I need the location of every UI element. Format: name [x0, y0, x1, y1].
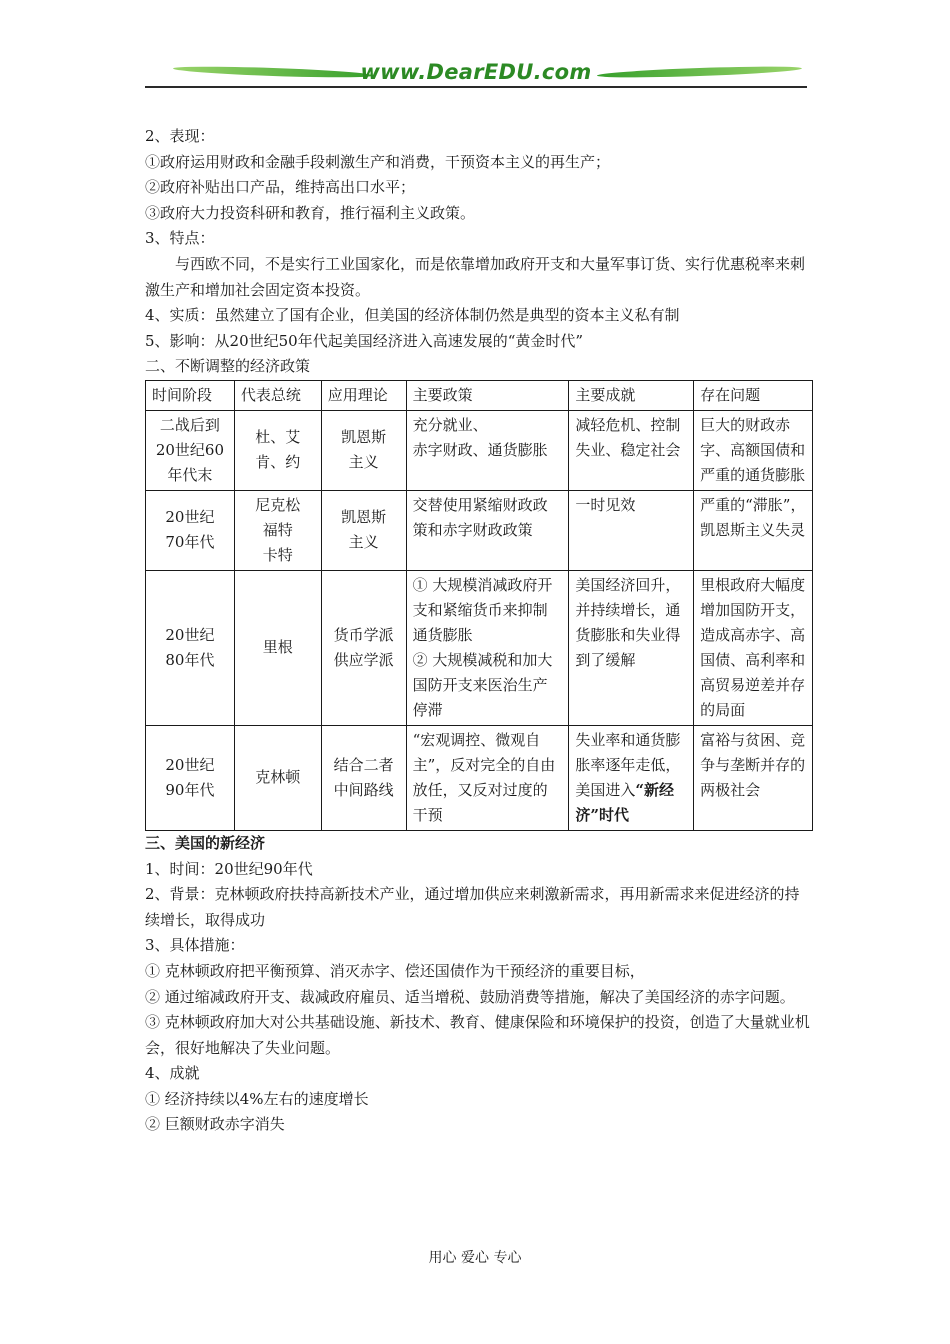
cell-line: 主义 [348, 453, 379, 472]
text-line: ②政府补贴出口产品，维持高出口水平； [145, 178, 416, 197]
cell-line: 年代末 [167, 465, 213, 484]
text-line: 3、特点： [145, 229, 215, 248]
cell-line: 卡特 [262, 545, 293, 564]
cell-line: 90年代 [165, 780, 215, 799]
policy-cell: “宏观调控、微观自主”，反对完全的自由放任，又反对过度的干预 [406, 725, 569, 830]
policy-cell: 交替使用紧缩财政政策和赤字财政政策 [406, 490, 569, 570]
cell-line: 凯恩斯 [341, 428, 387, 447]
cell-line: 凯恩斯 [341, 508, 387, 527]
president-cell [234, 410, 321, 490]
cell-line: ② 大规模减税和加大国防开支来医治生产停滞 [412, 650, 553, 719]
policy-cell [406, 570, 569, 725]
problem-cell: 巨大的财政赤字、高额国债和严重的通货膨胀 [694, 410, 813, 490]
cell-line: 20世纪60 [155, 440, 225, 459]
text-line: 2、背景：克林顿政府扶持高新技术产业，通过增加供应来刺激新需求，再用新需求来促进经济的持续增长，取得成功 [145, 885, 800, 929]
president-cell [234, 490, 321, 570]
header-divider [145, 86, 807, 88]
cell-line: 赤字财政、通货膨胀 [412, 440, 548, 459]
period-cell [146, 570, 235, 725]
column-header: 主要政策 [406, 380, 569, 410]
text-line: ② 通过缩减政府开支、裁减政府雇员、适当增税、鼓励消费等措施，解决了美国经济的赤字问题。 [145, 987, 795, 1006]
cell-line: 80年代 [165, 650, 215, 669]
cell-line: 供应学派 [333, 650, 394, 669]
table-row [146, 490, 813, 570]
cell-line: 主义 [348, 533, 379, 552]
achievement-cell: 美国经济回升，并持续增长，通货膨胀和失业得到了缓解 [569, 570, 694, 725]
cell-line: 二战后到 [159, 415, 220, 434]
cell-line: 尼克松 [255, 495, 301, 514]
column-header: 时间阶段 [146, 380, 235, 410]
cell-line: 20世纪 [165, 508, 215, 527]
table-row [146, 410, 813, 490]
page-footer: 用心 爱心 专心 [428, 1250, 522, 1266]
period-cell [146, 490, 235, 570]
achievement-cell [569, 725, 694, 830]
new-economy-label: “新经济”时代 [575, 780, 674, 824]
cell-line: 20世纪 [165, 755, 215, 774]
table-row [146, 570, 813, 725]
text-line: 2、表现： [145, 127, 215, 145]
feature-paragraph: 与西欧不同，不是实行工业国家化，而是依靠增加政府开支和大量军事订货、实行优惠税率来刺激生产和增加社会固定资本投资。 [145, 254, 806, 299]
theory-cell [321, 410, 406, 490]
period-cell [146, 410, 235, 490]
achievement-text: 失业率和通货膨胀率逐年走低，美国进入 [575, 730, 681, 799]
theory-cell [321, 725, 406, 830]
problem-cell: 里根政府大幅度增加国防开支，造成高赤字、高国债、高利率和高贸易逆差并存的局面 [694, 570, 813, 725]
text-line: ①政府运用财政和金融手段刺激生产和消费，干预资本主义的再生产； [145, 152, 611, 171]
text-line: ③政府大力投资科研和教育，推行福利主义政策。 [145, 203, 476, 222]
theory-cell [321, 490, 406, 570]
column-header: 代表总统 [234, 380, 321, 410]
column-header: 存在问题 [694, 380, 813, 410]
table-header-row [146, 380, 813, 410]
text-line: ① 经济持续以4%左右的速度增长 [145, 1089, 369, 1108]
text-line: ③ 克林顿政府加大对公共基础设施、新技术、教育、健康保险和环境保护的投资，创造了大量就业机会，很好地解决了失业问题。 [145, 1013, 810, 1057]
table-row [146, 725, 813, 830]
text-line: 4、实质：虽然建立了国有企业，但美国的经济体制仍然是典型的资本主义私有制 [145, 306, 680, 325]
page-header [145, 58, 807, 92]
text-line: 4、成就 [145, 1064, 200, 1083]
achievement-cell: 减轻危机、控制失业、稳定社会 [569, 410, 694, 490]
policy-cell [406, 410, 569, 490]
text-line: ② 巨额财政赤字消失 [145, 1115, 285, 1134]
cell-line: 克林顿 [255, 768, 301, 787]
president-cell [234, 570, 321, 725]
text-line: ① 克林顿政府把平衡预算、消灭赤字、偿还国债作为干预经济的重要目标， [145, 961, 645, 980]
cell-line: 中间路线 [333, 780, 394, 799]
period-cell [146, 725, 235, 830]
section-heading: 三、美国的新经济 [145, 833, 266, 852]
cell-line: ① 大规模消减政府开支和紧缩货币来抑制通货膨胀 [412, 575, 553, 644]
cell-line: 70年代 [165, 533, 215, 552]
text-line: 3、具体措施： [145, 936, 245, 955]
problem-cell: 严重的“滞胀”，凯恩斯主义失灵 [694, 490, 813, 570]
problem-cell: 富裕与贫困、竞争与垄断并存的两极社会 [694, 725, 813, 830]
column-header: 主要成就 [569, 380, 694, 410]
cell-line: 福特 [262, 520, 293, 539]
cell-line: 结合二者 [333, 755, 394, 774]
cell-line: 货币学派 [333, 625, 394, 644]
achievement-cell: 一时见效 [569, 490, 694, 570]
cell-line: 杜、艾 [255, 428, 301, 447]
cell-line: 里根 [262, 638, 293, 657]
theory-cell [321, 570, 406, 725]
cell-line: 20世纪 [165, 625, 215, 644]
site-logo[interactable]: www.DearEDU.com [360, 60, 592, 84]
document-body [145, 124, 813, 1138]
section-heading: 二、不断调整的经济政策 [145, 357, 311, 376]
cell-line: 肯、约 [255, 453, 301, 472]
president-cell [234, 725, 321, 830]
text-line: 5、影响：从20世纪50年代起美国经济进入高速发展的“黄金时代” [145, 331, 584, 350]
cell-line: 充分就业、 [412, 415, 488, 434]
column-header: 应用理论 [321, 380, 406, 410]
text-line: 1、时间：20世纪90年代 [145, 859, 313, 878]
policy-table [145, 380, 813, 831]
